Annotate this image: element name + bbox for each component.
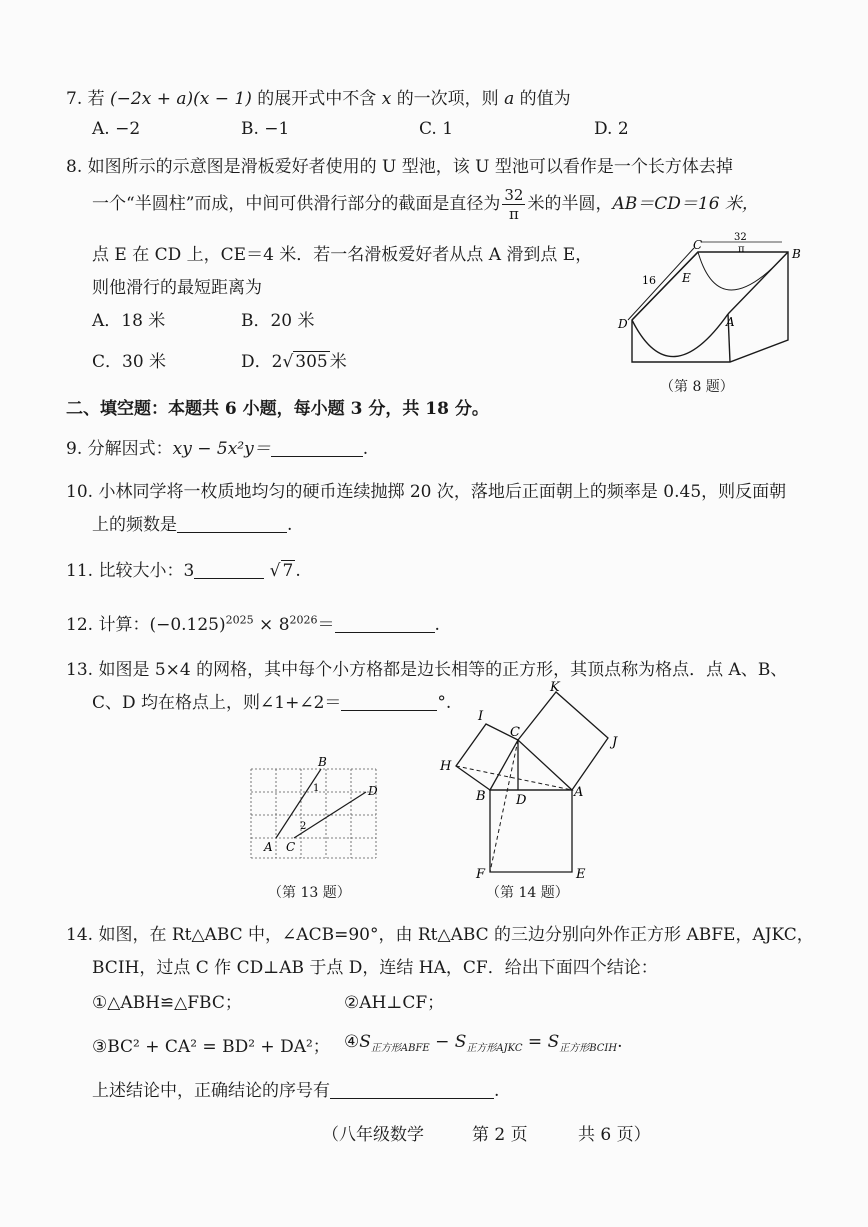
q10-answer-blank[interactable] — [177, 514, 287, 533]
fig13-label-a: A — [264, 840, 273, 854]
q14-conclusion-3: ③BC² + CA² = BD² + DA²； — [92, 1037, 330, 1057]
q11: 11. 比较大小：3 √ 7 . — [66, 561, 301, 581]
q7-option-c: C. 1 — [419, 119, 454, 139]
q8-option-c: C．30 米 — [92, 352, 167, 372]
q8-option-a: A．18 米 — [92, 311, 166, 331]
q13-answer-blank[interactable] — [341, 692, 437, 711]
fig14-label-b: B — [476, 789, 486, 804]
fig14-label-f: F — [476, 867, 486, 881]
q14-conclusion-2: ②AH⊥CF； — [344, 993, 445, 1013]
q10-line1: 10. 小林同学将一枚质地均匀的硬币连续抛掷 20 次，落地后正面朝上的频率是 0.45，则反面朝 — [66, 482, 787, 502]
q9-answer-blank[interactable] — [271, 438, 363, 457]
q8-line3: 点 E 在 CD 上，CE＝4 米．若一名滑板爱好者从点 A 滑到点 E， — [92, 245, 593, 265]
fig14-label-k: K — [550, 680, 560, 695]
footer-total: 共 6 页） — [578, 1125, 651, 1145]
q13-line1: 13. 如图是 5×4 的网格，其中每个小方格都是边长相等的正方形，其顶点称为格点．点 A、B、 — [66, 660, 788, 680]
fig13-label-b: B — [318, 755, 327, 769]
q14-conclusion-4: $④S_{正方形ABFE} - S_{正方形AJKC} = S_{正方形BCIH}$. — [344, 1032, 623, 1054]
q13-line2: C、D 均在格点上，则∠1+∠2＝ °. — [92, 693, 452, 713]
fig13-angle-2: 2 — [300, 821, 307, 832]
q8-option-d: D．2√ 305 米 — [241, 352, 347, 372]
fig8-label-c: C — [693, 238, 703, 252]
q8-line1: 8. 如图所示的示意图是滑板爱好者使用的 U 型池，该 U 型池可以看作是一个长方体去掉 — [66, 157, 733, 177]
fig14-label-c: C — [510, 725, 520, 740]
q11-answer-blank[interactable] — [194, 560, 264, 579]
q7-option-a: A. −2 — [92, 119, 141, 139]
q7-option-b: B. −1 — [241, 119, 290, 139]
q8-option-b: B．20 米 — [241, 311, 315, 331]
fig13-label-c: C — [286, 840, 296, 854]
q14-conclusion-1: ①△ABH≌△FBC； — [92, 993, 242, 1013]
fig14-label-j: J — [612, 735, 618, 750]
fig8-label-16: 16 — [642, 274, 656, 287]
fig14-label-e: E — [576, 867, 586, 881]
fig8-label-pi: π — [738, 244, 745, 255]
q12-answer-blank[interactable] — [335, 614, 435, 633]
q8-upool-figure — [610, 228, 815, 373]
q14-line1: 14. 如图，在 Rt△ABC 中，∠ACB=90°，由 Rt△ABC 的三边分别向外作正方形 ABFE，AJKC， — [66, 925, 814, 945]
q8-line4: 则他滑行的最短距离为 — [92, 278, 262, 298]
q14-line2: BCIH，过点 C 作 CD⊥AB 于点 D，连结 HA，CF．给出下面四个结论： — [92, 958, 658, 978]
fig8-label-b: B — [792, 247, 801, 261]
q8-fraction: $\frac{32}{\pi}$ — [504, 186, 524, 223]
fig13-angle-1: 1 — [313, 783, 320, 794]
q14-squares-figure — [432, 676, 632, 881]
footer-page: 第 2 页 — [472, 1125, 528, 1145]
q7-stem: 7. 若 (−2x + a)(x − 1) 的展开式中不含 x 的一次项，则 a 的值为 — [66, 89, 571, 109]
fig8-label-e: E — [682, 271, 691, 285]
fig8-label-a: A — [726, 315, 735, 329]
section2-heading: 二、填空题：本题共 6 小题，每小题 3 分，共 18 分。 — [66, 399, 489, 419]
q14-answer-blank[interactable] — [330, 1080, 494, 1099]
footer-subject: （八年级数学 — [322, 1125, 424, 1145]
fig14-label-i: I — [478, 709, 484, 724]
fig8-label-32: 32 — [734, 232, 747, 243]
q8-line2: 一个“半圆柱”而成，中间可供滑行部分的截面是直径为 $\frac{32}{\pi}$ 米的半圆，AB＝CD＝16 米， — [92, 186, 759, 223]
fig13-label-d: D — [368, 784, 378, 798]
fig8-label-d: D — [618, 317, 628, 331]
q14-figure-caption: （第 14 题） — [486, 885, 569, 901]
q9: 9. 分解因式：xy − 5x²y＝ . — [66, 439, 369, 459]
q7-option-d: D. 2 — [594, 119, 629, 139]
fig14-label-a: A — [574, 785, 584, 800]
fig14-label-h: H — [440, 759, 452, 774]
q10-line2: 上的频数是 . — [92, 515, 293, 535]
q13-grid-figure — [246, 755, 391, 865]
q13-caption: （第 13 题） — [268, 885, 351, 901]
q12: 12. 计算：$(-0.125)^{2025} \times 8^{2026}=$ . — [66, 613, 440, 635]
fig14-label-d: D — [516, 793, 527, 808]
q14-answer-line: 上述结论中，正确结论的序号有 . — [92, 1081, 500, 1101]
q8-caption: （第 8 题） — [660, 379, 734, 395]
